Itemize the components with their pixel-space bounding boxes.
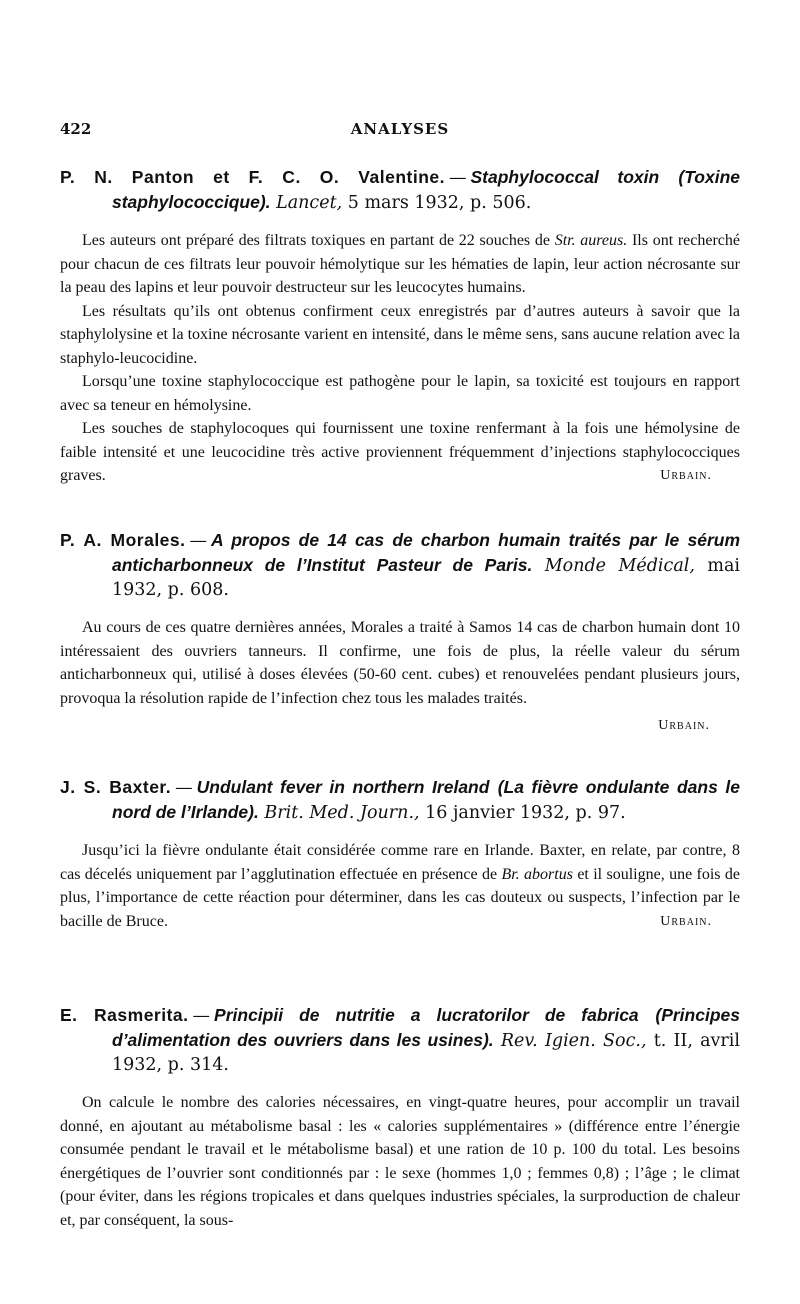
abstract xyxy=(60,616,740,738)
paragraph: Lorsqu’une toxine staphylococcique est pathogène pour le lapin, sa toxicité est toujours en rapport avec sa teneur en hémolysine. xyxy=(60,373,740,414)
article-title-translation: (Principes d’alimentation des ouvriers dans les usines). xyxy=(112,1005,740,1050)
journal: Monde Médical, xyxy=(544,556,695,576)
journal: Brit. Med. Journ., xyxy=(264,803,420,823)
paragraph: On calcule le nombre des calories nécessaires, en vingt-quatre heures, pour accomplir un travail donné, en ajoutant au métabolisme basal : les « calories supplémentaires » (différence entre l’énergie consumée pendant le travail et le métabolisme basal) et une ration de 10 p. 100 du total. Les besoins énergétiques de l’ouvrier sont conditionnés par : le sexe (hommes 1,0 ; femmes 0,8) ; l’âge ; le climat (pour éviter, dans les régions tropicales et dans quelques industries spéciales, la surproduction de chaleur et, par conséquent, la sous- xyxy=(60,1094,740,1229)
reference: J. S. Baxter. — Undulant fever in northern Ireland (La fièvre ondulante dans le nord de l’Irlande). Brit. Med. Journ., 16 janvier 1932, p. 97. xyxy=(60,777,740,823)
signature: Urbain. xyxy=(660,913,712,929)
author: P. N. Panton et F. C. O. Valentine. xyxy=(60,167,445,187)
article-title: A propos de 14 cas de charbon humain traités par le sérum anticharbonneux de l’Institut Pasteur de Paris. xyxy=(112,530,741,575)
page-number: 422 xyxy=(60,120,92,138)
journal: Lancet, xyxy=(276,193,343,213)
running-head xyxy=(60,120,740,144)
reference: P. A. Morales. — A propos de 14 cas de charbon humain traités par le sérum anticharbonneux de l’Institut Pasteur de Paris. Monde Médical, mai 1932, p. 608. xyxy=(60,530,741,600)
signature: Urbain. xyxy=(660,468,712,483)
author: P. A. Morales. xyxy=(60,530,186,550)
author: E. Rasmerita. xyxy=(60,1005,189,1025)
abstract xyxy=(60,1091,740,1232)
journal: Rev. Igien. Soc., xyxy=(500,1031,647,1051)
article-title: Undulant fever in northern Ireland xyxy=(196,777,490,797)
reference: E. Rasmerita. — Principii de nutritie a lucratorilor de fabrica (Principes d’alimentation des ouvriers dans les usines). Rev. Igien. Soc., t. II, avril 1932, p. 314. xyxy=(60,1005,740,1075)
article-title-translation: (Toxine staphylococcique). xyxy=(112,167,740,212)
signature: Urbain. xyxy=(658,718,710,733)
paragraph: Les auteurs ont préparé des filtrats toxiques en partant de 22 souches de Str. aureus. Ils ont recherché pour chacun de ces filtrats leur pouvoir hémolytique sur les hématies de lapin, leur action nécrosante sur la peau des lapins et leur pouvoir destructeur sur les leucocytes humains. xyxy=(60,232,741,296)
citation-details: t. II, avril 1932, p. 314. xyxy=(112,1031,740,1075)
paragraph: Jusqu’ici la fièvre ondulante était considérée comme rare en Irlande. Baxter, en relate, par contre, 8 cas décelés uniquement par l’agglutination effectuée en présence de Br. abortus et il souligne, une fois de plus, l’importance de cette réaction pour déterminer, dans les cas douteux ou suspects, l’infection par le bacille de Bruce. Urbain. xyxy=(60,839,740,933)
author: J. S. Baxter. xyxy=(60,777,172,797)
entry-baxter xyxy=(60,775,740,933)
citation-details: 16 janvier 1932, p. 97. xyxy=(425,803,626,823)
paragraph: Les résultats qu’ils ont obtenus confirment ceux enregistrés par d’autres auteurs à savoir que la staphylolysine et la toxine nécrosante varient en intensité, dans le même sens, sans aucune relation avec la staphylo-leucocidine. xyxy=(60,302,740,367)
abstract xyxy=(60,229,740,488)
entry-panton xyxy=(60,165,740,488)
paragraph: Les souches de staphylocoques qui fournissent une toxine renfermant à la fois une hémolysine de faible intensité et une leucocidine très active proviennent fréquemment d’injections staphylococciques graves. Urbain. xyxy=(60,417,740,488)
paragraph: Au cours de ces quatre dernières années, Morales a traité à Samos 14 cas de charbon humain dont 10 intéressaient des ouvriers tanneurs. Il confirme, une fois de plus, la réelle valeur du sérum anticharbonneux qui, utilisé à doses élevées (50-60 cent. cubes) et renouvelées pendant plusieurs jours, provoqua la résolution rapide de l’infection chez tous les malades traités. xyxy=(60,619,740,707)
article-title: Staphylococcal toxin xyxy=(470,167,660,187)
reference: P. N. Panton et F. C. O. Valentine. — Staphylococcal toxin (Toxine staphylococcique). Lancet, 5 mars 1932, p. 506. xyxy=(60,167,740,213)
abstract xyxy=(60,839,740,933)
entry-rasmerita xyxy=(60,1003,740,1232)
entry-morales xyxy=(60,528,740,738)
citation-details: mai 1932, p. 608. xyxy=(112,556,740,600)
article-title: Principii de nutritie a lucratorilor de fabrica xyxy=(214,1005,639,1025)
citation-details: 5 mars 1932, p. 506. xyxy=(347,193,532,213)
article-title-translation: (La fièvre ondulante dans le nord de l’Irlande). xyxy=(112,777,740,822)
running-title: ANALYSES xyxy=(350,120,450,138)
